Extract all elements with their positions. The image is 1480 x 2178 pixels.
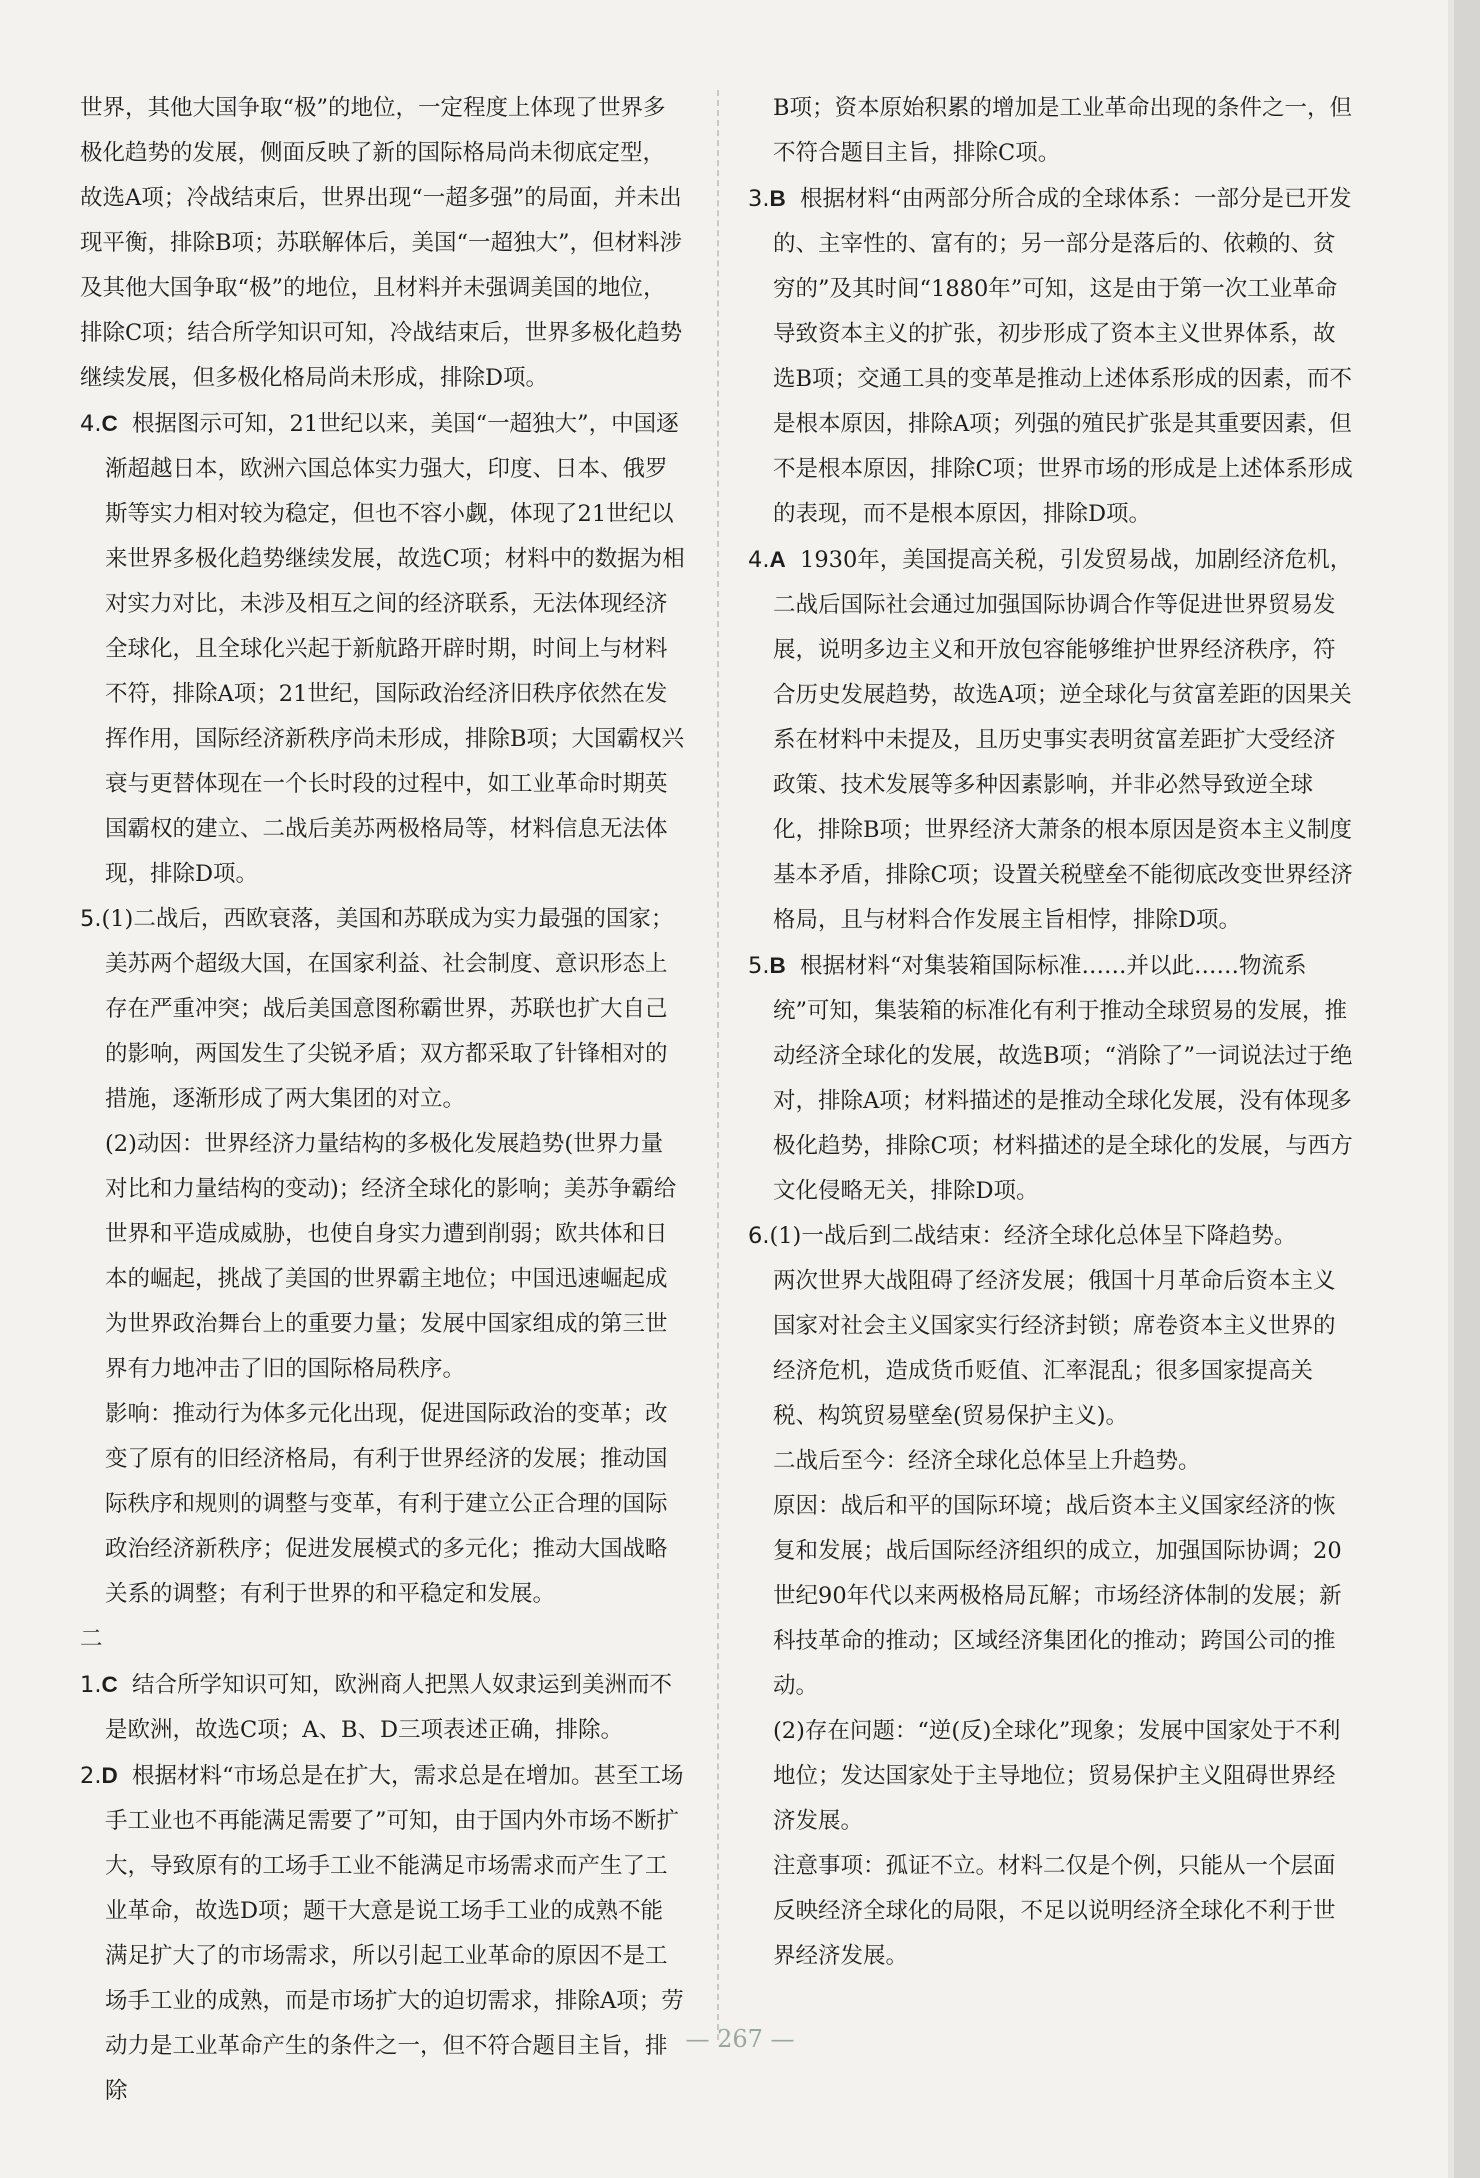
continued-paragraph: 世界，其他大国争取“极”的地位，一定程度上体现了世界多极化趋势的发展，侧面反映了新的国际格局尚未彻底定型，故选A项；冷战结束后，世界出现“一超多强”的局面，并未出现平衡，排除B项；苏联解体后，美国“一超独大”，但材料涉及其他大国争取“极”的地位，且材料并未强调美国的地位，排除C项；结合所学知识可知，冷战结束后，世界多极化趋势继续发展，但多极化格局尚未形成，排除D项。	[80, 95, 683, 391]
answer-5-part2: (2)动因：世界经济力量结构的多极化发展趋势(世界力量对比和力量结构的变动)；经济全球化的影响；美苏争霸给世界和平造成威胁，也使自身实力遭到削弱；欧共体和日本的崛起，挑战了美国的世界霸主地位；中国迅速崛起成为世界政治舞台上的重要力量；发展中国家组成的第三世界有力地冲击了旧的国际格局秩序。	[105, 1131, 677, 1382]
answer-label: B	[769, 186, 786, 211]
section2-answer-5	[748, 943, 1353, 1214]
answer-text: 根据材料“由两部分所合成的全球体系：一部分是已开发的、主宰性的、富有的；另一部分是落后的、依赖的、贫穷的”及其时间“1880年”可知，这是由于第一次工业革命导致资本主义的扩张，初步形成了资本主义世界体系，故选B项；交通工具的变革是推动上述体系形成的因素，而不是根本原因，排除A项；列强的殖民扩张是其重要因素，但不是根本原因，排除C项；世界市场的形成是上述体系形成的表现，而不是根本原因，排除D项。	[773, 186, 1353, 527]
continued-paragraph: B项；资本原始积累的增加是工业革命出现的条件之一，但不符合题目主旨，排除C项。	[773, 95, 1353, 166]
answer-text: 根据图示可知，21世纪以来，美国“一超独大”，中国逐渐超越日本，欧洲六国总体实力强大，印度、日本、俄罗斯等实力相对较为稳定，但也不容小觑，体现了21世纪以来世界多极化趋势继续发展，故选C项；材料中的数据为相对实力对比，未涉及相互之间的经济联系，无法体现经济全球化，且全球化兴起于新航路开辟时期，时间上与材料不符，排除A项；21世纪，国际政治经济旧秩序依然在发挥作用，国际经济新秩序尚未形成，排除B项；大国霸权兴衰与更替体现在一个长时段的过程中，如工业革命时期英国霸权的建立、二战后美苏两极格局等，材料信息无法体现，排除D项。	[105, 411, 685, 887]
answer-number: 4.	[80, 411, 102, 437]
section2-answer-3	[748, 176, 1353, 537]
answer-number: 2.	[80, 1763, 102, 1789]
answer-number: 5.	[748, 953, 770, 979]
answer-text: 1930年，美国提高关税，引发贸易战，加剧经济危机，二战后国际社会通过加强国际协调合作等促进世界贸易发展，说明多边主义和开放包容能够维护世界经济秩序，符合历史发展趋势，故选A项；逆全球化与贫富差距的因果关系在材料中未提及，且历史事实表明贫富差距扩大受经济政策、技术发展等多种因素影响，并非必然导致逆全球化，排除B项；世界经济大萧条的根本原因是资本主义制度基本矛盾，排除C项；设置关税壁垒不能彻底改变世界经济格局，且与材料合作发展主旨相悖，排除D项。	[773, 547, 1353, 933]
right-column	[748, 86, 1353, 1979]
column-divider	[717, 90, 719, 2040]
page-edge	[1454, 0, 1480, 2178]
answer-text: 根据材料“市场总是在扩大，需求总是在增加。甚至工场手工业也不再能满足需要了”可知，由于国内外市场不断扩大，导致原有的工场手工业不能满足市场需求而产生了工业革命，故选D项；题干大意是说工场手工业的成熟不能满足扩大了的市场需求，所以引起工业革命的原因不是工场手工业的成熟，而是市场扩大的迫切需求，排除A项；劳动力是工业革命产生的条件之一，但不符合题目主旨，排除	[105, 1763, 684, 2104]
answer-number: 5.	[80, 906, 102, 932]
answer-text: 根据材料“对集装箱国际标准……并以此……物流系统”可知，集装箱的标准化有利于推动全球贸易的发展，推动经济全球化的发展，故选B项；“消除了”一词说法过于绝对，排除A项；材料描述的是推动全球化发展，没有体现多极化趋势，排除C项；材料描述的是全球化的发展，与西方文化侵略无关，排除D项。	[773, 953, 1353, 1204]
section-heading: 二	[80, 1626, 103, 1652]
left-column	[80, 86, 685, 2114]
answer-4	[80, 401, 685, 897]
answer-label: C	[101, 411, 118, 436]
answer-number: 1.	[80, 1672, 102, 1698]
answer-text: (1)一战后到二战结束：经济全球化总体呈下降趋势。	[769, 1223, 1297, 1249]
answer-6-reasons: 两次世界大战阻碍了经济发展；俄国十月革命后资本主义国家对社会主义国家实行经济封锁；席卷资本主义世界的经济危机，造成货币贬值、汇率混乱；很多国家提高关税、构筑贸易壁垒(贸易保护主义)。	[773, 1268, 1336, 1429]
answer-number: 3.	[748, 186, 770, 212]
answer-label: B	[769, 953, 786, 978]
answer-5-part1	[80, 897, 685, 1122]
answer-6-postwar: 二战后至今：经济全球化总体呈上升趋势。	[773, 1448, 1201, 1474]
section2-answer-1	[80, 1662, 685, 1753]
answer-6-causes: 原因：战后和平的国际环境；战后资本主义国家经济的恢复和发展；战后国际经济组织的成立，加强国际协调；20世纪90年代以来两极格局瓦解；市场经济体制的发展；新科技革命的推动；区域经济集团化的推动；跨国公司的推动。	[773, 1493, 1342, 1699]
answer-text: (1)二战后，西欧衰落，美国和苏联成为实力最强的国家；美苏两个超级大国，在国家利益、社会制度、意识形态上存在严重冲突；战后美国意图称霸世界，苏联也扩大自己的影响，两国发生了尖锐矛盾；双方都采取了针锋相对的措施，逐渐形成了两大集团的对立。	[101, 906, 674, 1112]
section2-answer-6-part1	[748, 1214, 1353, 1259]
page-number: — 267 —	[685, 2025, 795, 2053]
answer-label: A	[769, 547, 786, 572]
answer-5-impact: 影响：推动行为体多元化出现，促进国际政治的变革；改变了原有的旧经济格局，有利于世界经济的发展；推动国际秩序和规则的调整与变革，有利于建立公正合理的国际政治经济新秩序；促进发展模式的多元化；推动大国战略关系的调整；有利于世界的和平稳定和发展。	[105, 1401, 668, 1607]
section2-answer-4	[748, 537, 1353, 943]
answer-label: D	[101, 1763, 118, 1788]
answer-6-problems: (2)存在问题：“逆(反)全球化”现象；发展中国家处于不利地位；发达国家处于主导地位；贸易保护主义阻碍世界经济发展。	[773, 1718, 1341, 1834]
answer-text: 结合所学知识可知，欧洲商人把黑人奴隶运到美洲而不是欧洲，故选C项；A、B、D三项表述正确，排除。	[105, 1672, 673, 1743]
answer-number: 6.	[748, 1223, 770, 1249]
answer-6-notes: 注意事项：孤证不立。材料二仅是个例，只能从一个层面反映经济全球化的局限，不足以说明经济全球化不利于世界经济发展。	[773, 1853, 1336, 1969]
answer-number: 4.	[748, 547, 770, 573]
answer-label: C	[101, 1672, 118, 1697]
section2-answer-2	[80, 1753, 685, 2114]
